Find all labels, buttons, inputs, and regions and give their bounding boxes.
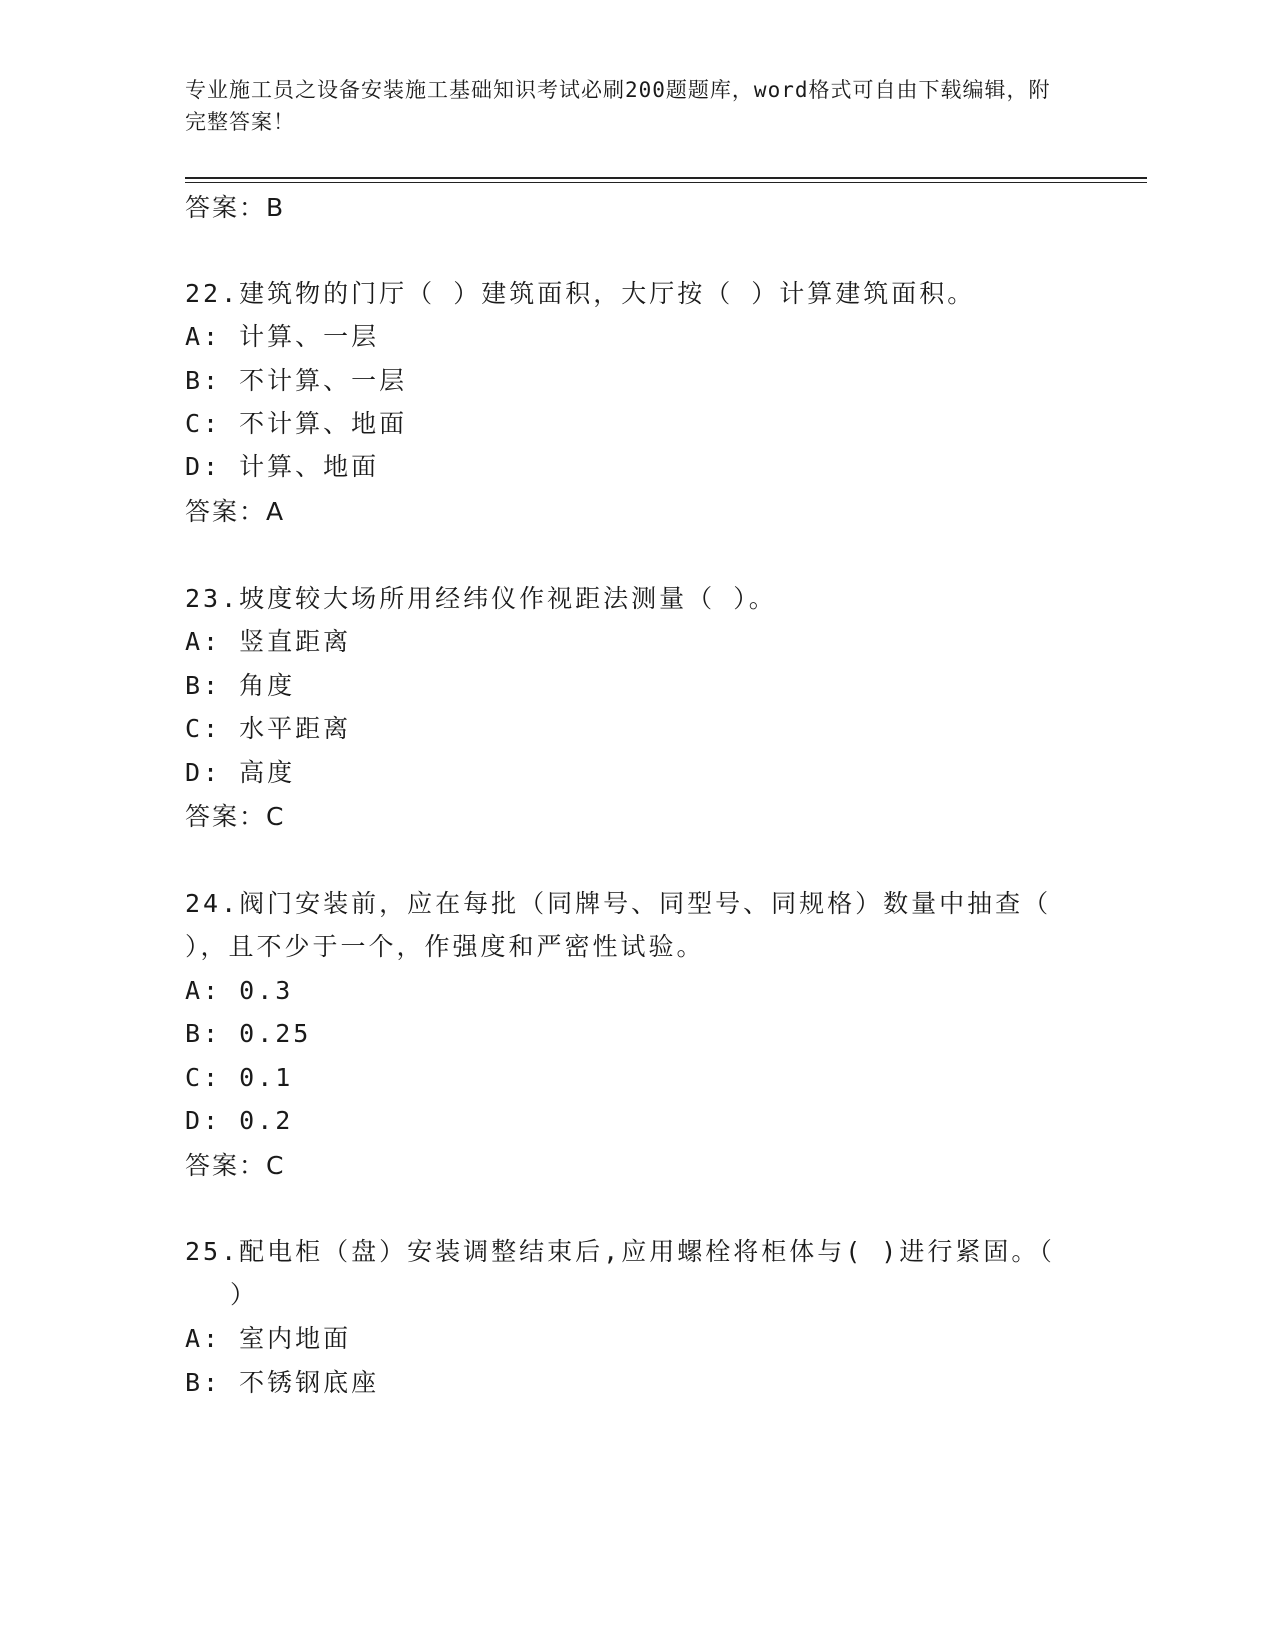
option-b: B: 角度 — [185, 671, 296, 700]
question-stem-continued: ），且不少于一个，作强度和严密性试验。 — [185, 932, 705, 961]
option-a: A: 计算、一层 — [185, 322, 380, 351]
header-rule — [185, 177, 1147, 179]
question-stem: 22.建筑物的门厅（ ）建筑面积，大厅按（ ）计算建筑面积。 — [185, 279, 976, 308]
question-stem: 24.阀门安装前，应在每批（同牌号、同型号、同规格）数量中抽查（ — [185, 889, 1052, 918]
question-stem-continued: ） — [230, 1280, 259, 1309]
question-stem: 25.配电柜（盘）安装调整结束后,应用螺栓将柜体与( )进行紧固。（ — [185, 1237, 1055, 1266]
option-d: D: 计算、地面 — [185, 452, 380, 481]
option-c: C: 0.1 — [185, 1063, 294, 1092]
option-b: B: 不计算、一层 — [185, 366, 408, 395]
header-rule-thin — [185, 182, 1147, 183]
answer-line: 答案：B — [185, 193, 286, 222]
answer-line: 答案：C — [185, 1151, 286, 1180]
option-a: A: 0.3 — [185, 976, 294, 1005]
option-c: C: 不计算、地面 — [185, 409, 408, 438]
answer-line: 答案：C — [185, 802, 286, 831]
answer-line: 答案：A — [185, 497, 286, 526]
option-b: B: 不锈钢底座 — [185, 1368, 380, 1397]
option-d: D: 高度 — [185, 758, 296, 787]
option-a: A: 室内地面 — [185, 1324, 352, 1353]
page-header: 专业施工员之设备安装施工基础知识考试必刷200题题库，word格式可自由下载编辑，附完整答案！ — [185, 78, 1051, 134]
option-c: C: 水平距离 — [185, 714, 352, 743]
option-d: D: 0.2 — [185, 1106, 294, 1135]
option-b: B: 0.25 — [185, 1019, 312, 1048]
option-a: A: 竖直距离 — [185, 627, 352, 656]
question-stem: 23.坡度较大场所用经纬仪作视距法测量（ ）。 — [185, 584, 777, 613]
